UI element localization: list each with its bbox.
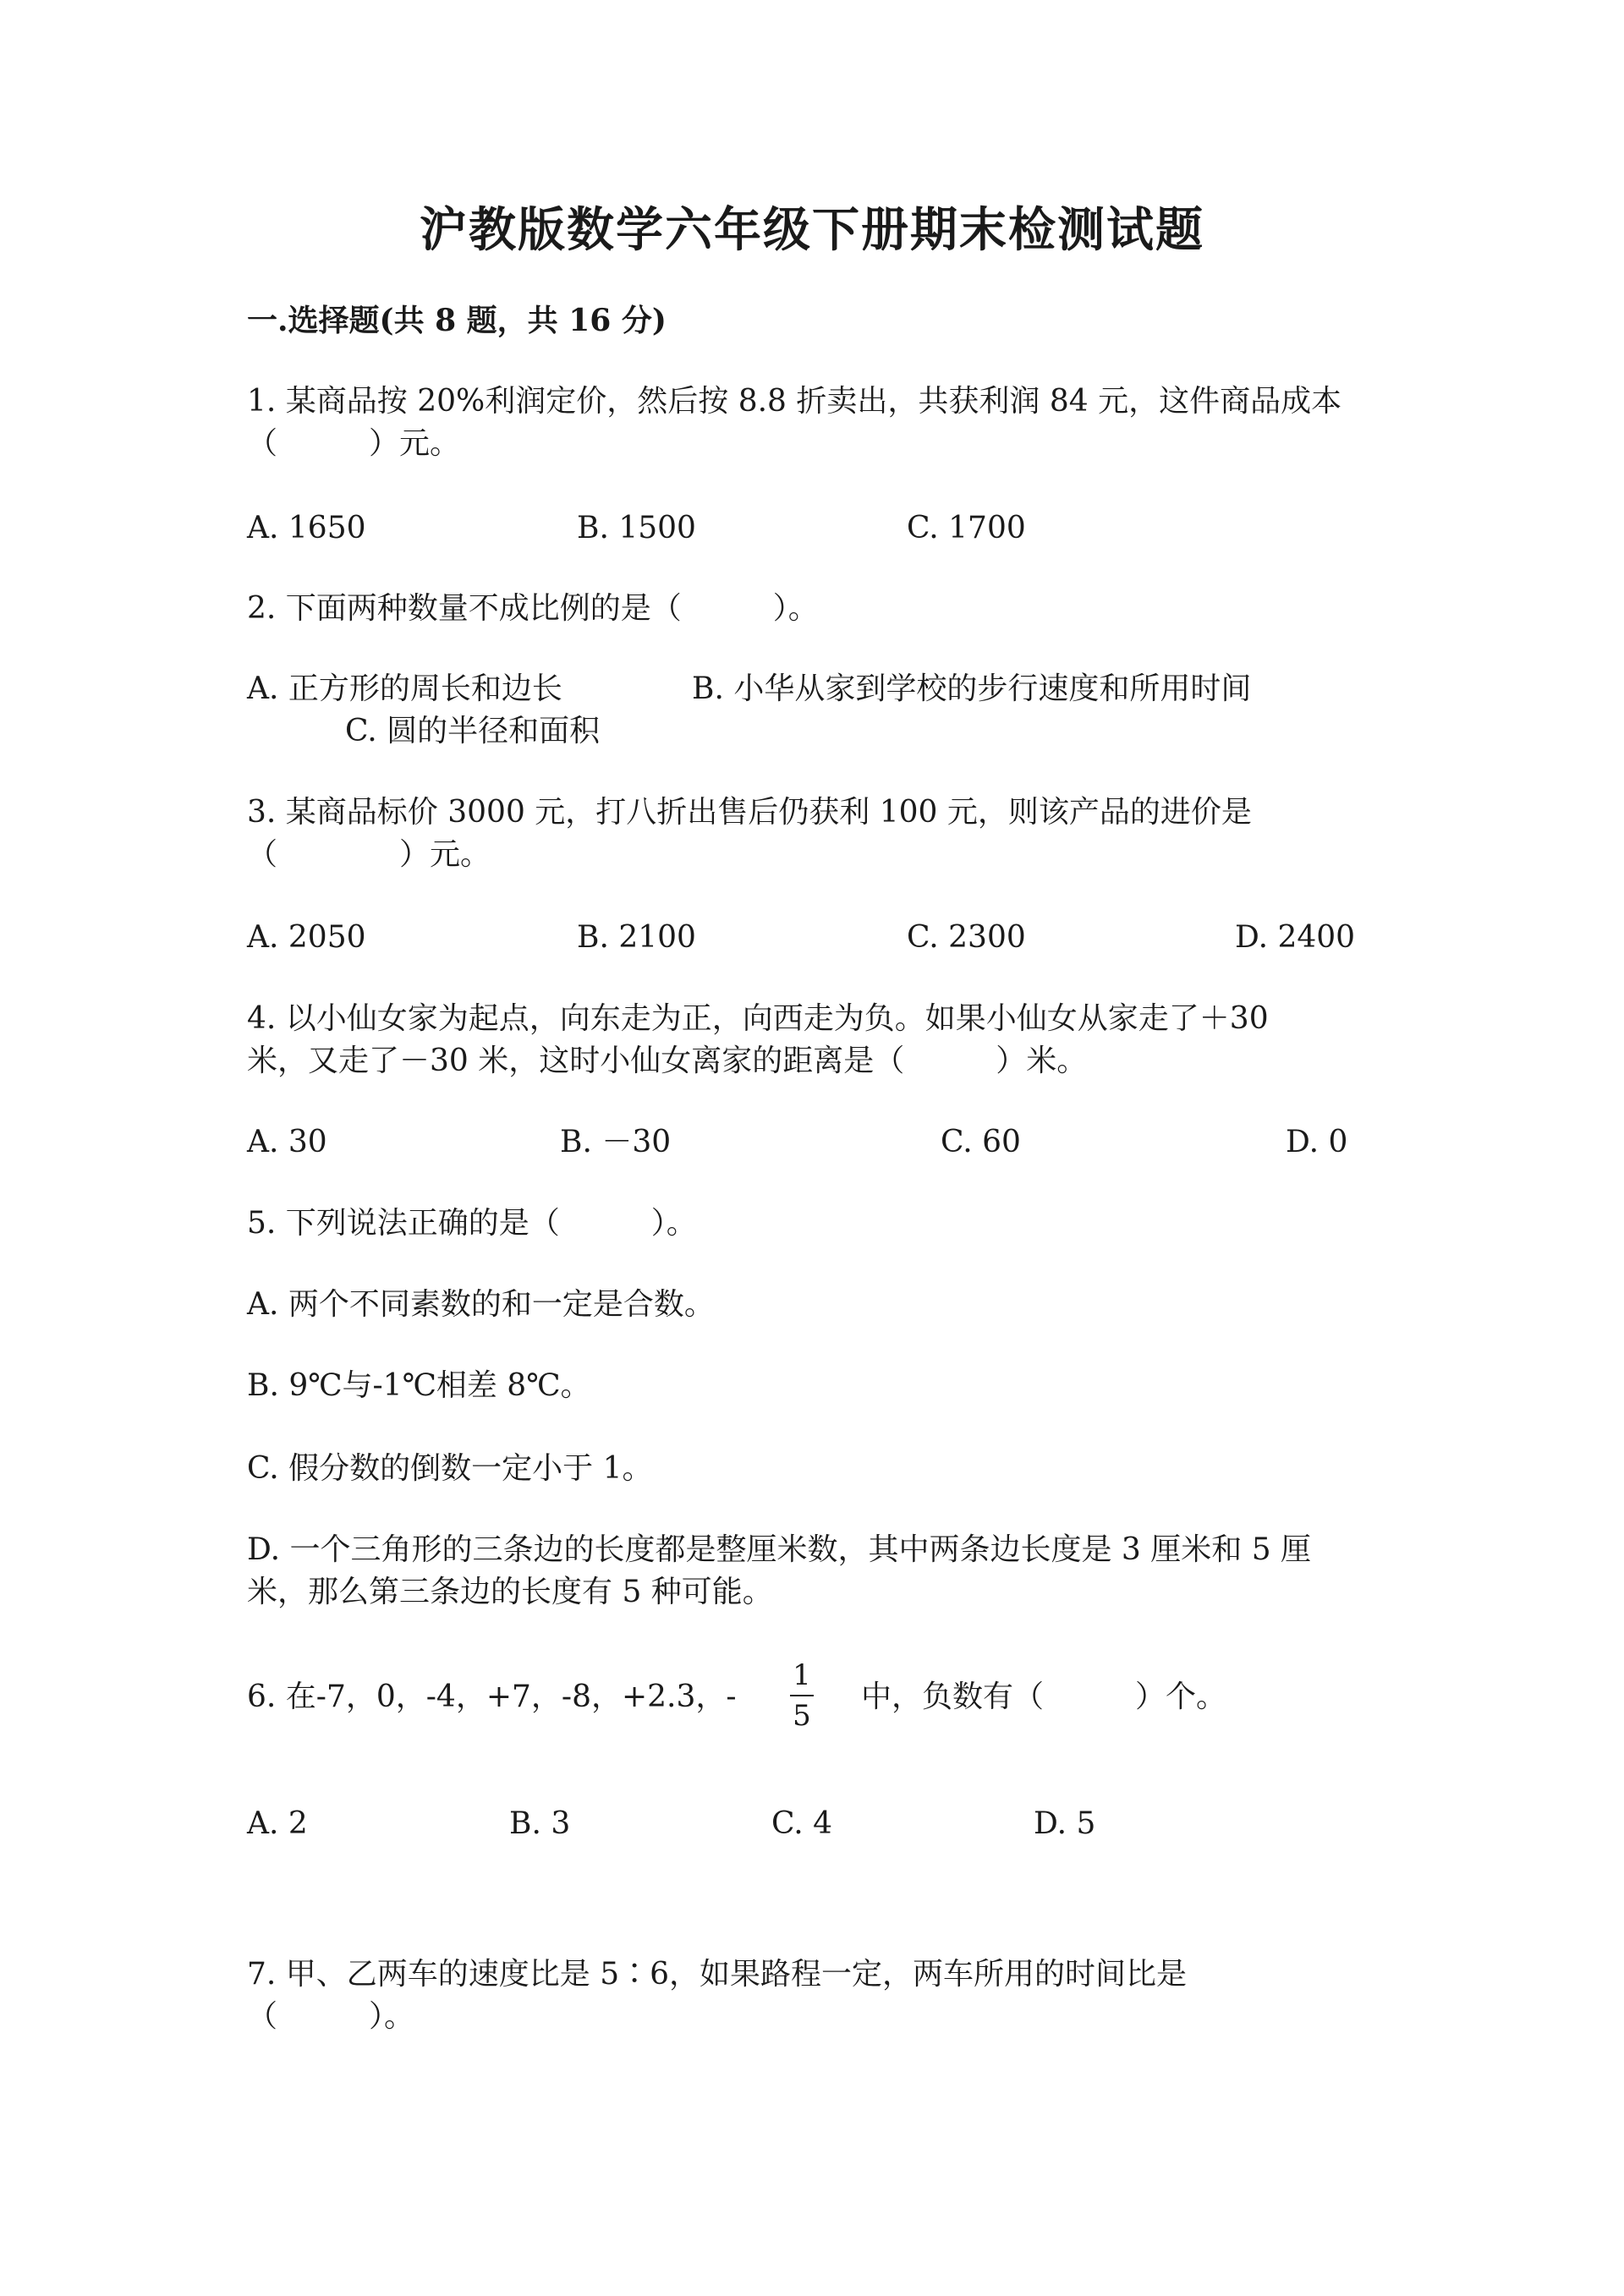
question-6-tail: 中，负数有（ ）个。	[861, 1680, 1227, 1714]
question-4-line-1: 4. 以小仙女家为起点，向东走为正，向西走为负。如果小仙女从家走了＋30	[247, 1001, 1269, 1036]
question-6-option-a: A. 2	[247, 1806, 308, 1841]
question-5-option-d-line-2: 米，那么第三条边的长度有 5 种可能。	[247, 1575, 773, 1609]
question-2-line-1: 2. 下面两种数量不成比例的是（ ）。	[247, 591, 819, 626]
question-3-line-2: （ ）元。	[247, 837, 491, 872]
question-4-option-a: A. 30	[247, 1125, 327, 1159]
question-3-option-a: A. 2050	[247, 920, 366, 955]
question-4-option-d: D. 0	[1286, 1125, 1348, 1159]
fraction-denominator: 5	[793, 1699, 811, 1733]
question-3-option-d: D. 2400	[1235, 920, 1356, 955]
section-heading: 一.选择题(共 8 题，共 16 分)	[247, 303, 667, 338]
question-6-option-d: D. 5	[1034, 1806, 1096, 1841]
question-6-option-c: C. 4	[771, 1806, 833, 1841]
question-1-option-b: B. 1500	[577, 511, 696, 545]
question-3-option-c: C. 2300	[907, 920, 1026, 955]
question-1-line-1: 1. 某商品按 20%利润定价，然后按 8.8 折卖出，共获利润 84 元，这件商品成本	[247, 384, 1342, 419]
question-4-option-c: C. 60	[941, 1125, 1021, 1159]
question-2-option-c: C. 圆的半径和面积	[345, 714, 601, 748]
question-5-option-d-line-1: D. 一个三角形的三条边的长度都是整厘米数，其中两条边长度是 3 厘米和 5 厘	[247, 1532, 1312, 1567]
page-title: 沪教版数学六年级下册期末检测试题	[420, 202, 1204, 258]
question-1-line-2: （ ）元。	[247, 426, 461, 461]
question-4-line-2: 米，又走了－30 米，这时小仙女离家的距离是（ ）米。	[247, 1044, 1088, 1078]
question-5-option-a: A. 两个不同素数的和一定是合数。	[247, 1287, 715, 1322]
fraction-bar	[790, 1695, 814, 1696]
question-3-line-1: 3. 某商品标价 3000 元，打八折出售后仍获利 100 元，则该产品的进价是	[247, 795, 1252, 830]
question-1-option-c: C. 1700	[907, 511, 1026, 545]
question-5-option-c: C. 假分数的倒数一定小于 1。	[247, 1451, 653, 1486]
question-3-option-b: B. 2100	[577, 920, 696, 955]
fraction-one-fifth	[785, 1659, 819, 1732]
question-6-lead: 6. 在-7，0，-4，+7，-8，+2.3，-	[247, 1680, 737, 1714]
question-5-line-1: 5. 下列说法正确的是（ ）。	[247, 1206, 697, 1241]
question-1-option-a: A. 1650	[247, 511, 366, 545]
question-7-line-1: 7. 甲、乙两车的速度比是 5∶6，如果路程一定，两车所用的时间比是	[247, 1957, 1188, 1992]
question-2-option-b: B. 小华从家到学校的步行速度和所用时间	[692, 671, 1252, 706]
question-5-option-b: B. 9℃与-1℃相差 8℃。	[247, 1368, 591, 1403]
question-7-line-2: （ ）。	[247, 1999, 415, 2034]
question-4-option-b: B. －30	[560, 1125, 672, 1159]
question-6-option-b: B. 3	[509, 1806, 571, 1841]
fraction-numerator: 1	[793, 1658, 811, 1692]
question-2-option-a: A. 正方形的周长和边长	[247, 671, 562, 706]
